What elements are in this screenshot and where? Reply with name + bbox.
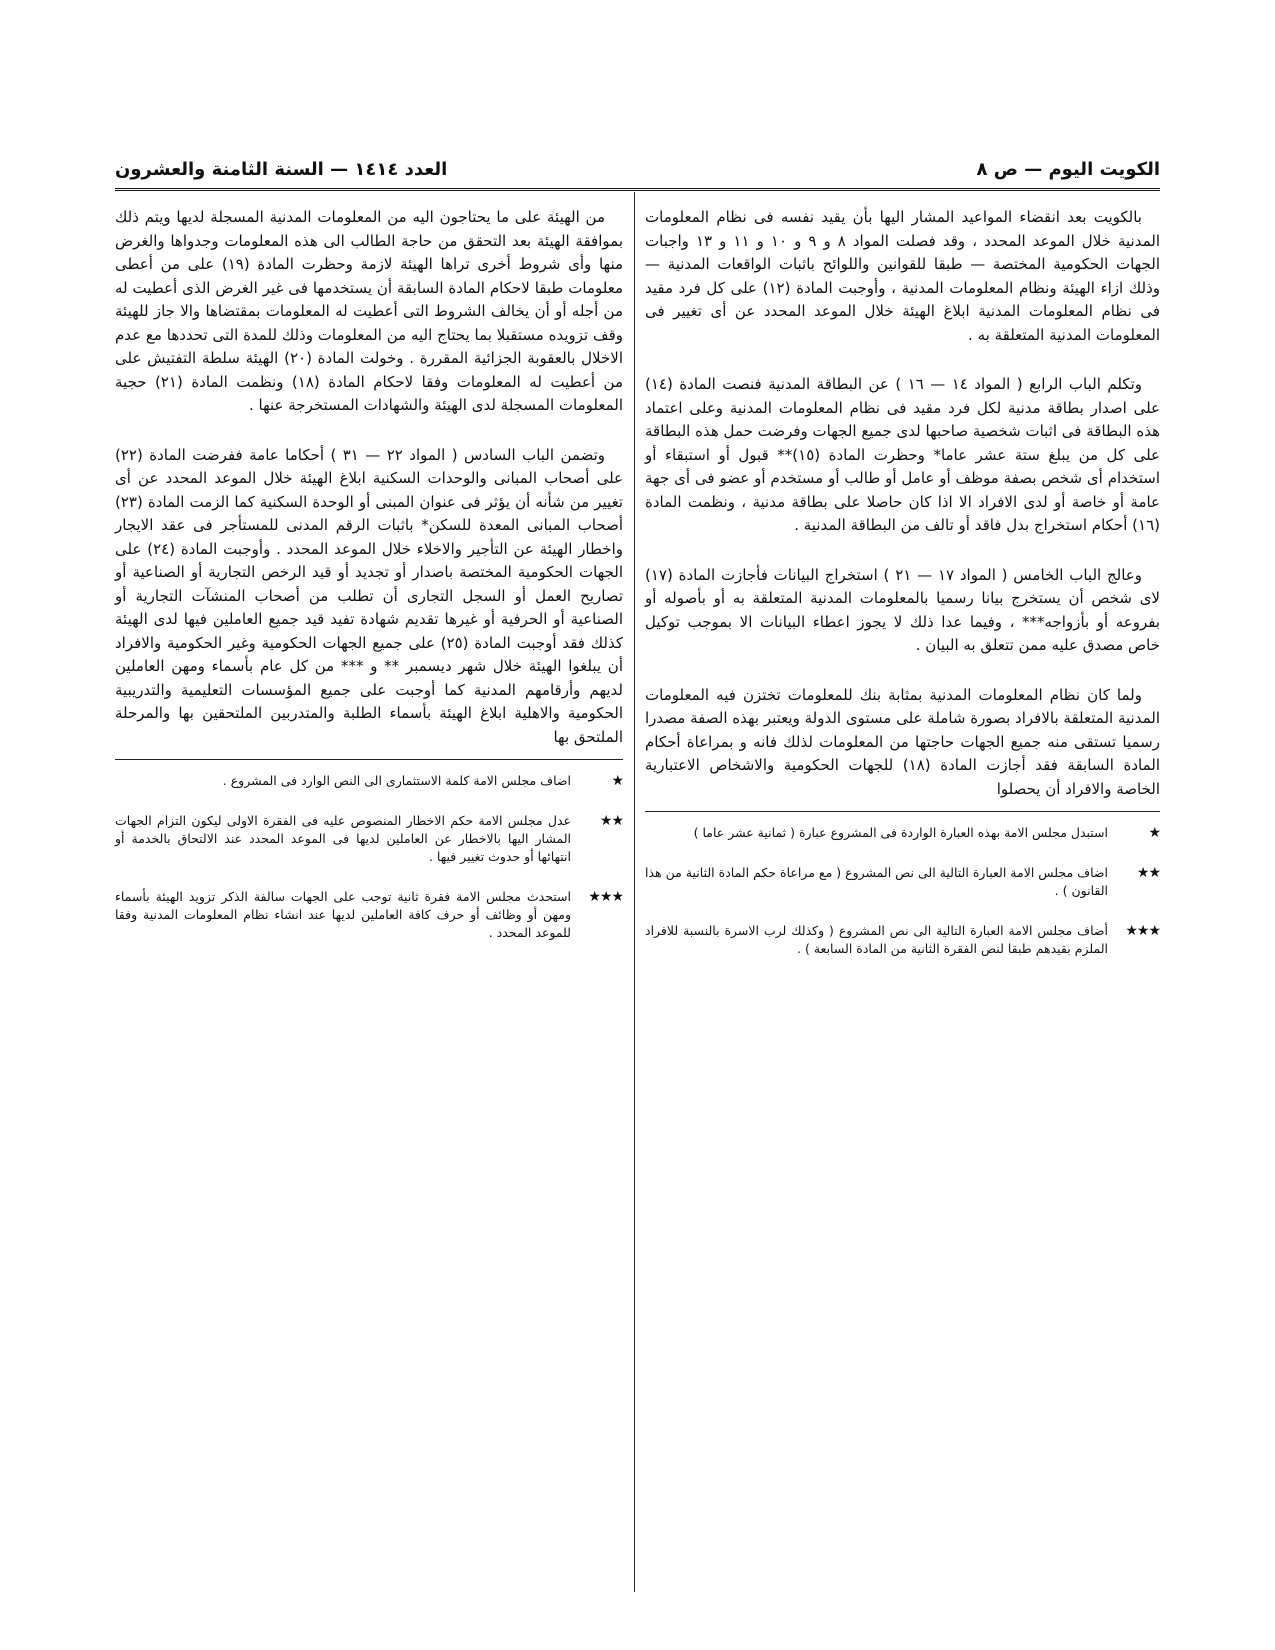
footnote-rule (645, 811, 1160, 812)
footnote (645, 922, 1160, 958)
header-rule (115, 188, 1160, 191)
body-paragraph: بالكويت بعد انقضاء المواعيد المشار اليها بأن يقيد نفسه فى نظام المعلومات المدنية خلال الموعد المحدد ، وقد فصلت المواد ٨ و ٩ و ١٠ و ١١ و ١٣ واجبات الجهات الحكومية المختصة — طبقا للقوانين واللوائح باثبات الواقعات المدنية — وذلك ازاء الهيئة ونظام المعلومات المدنية ، وأوجبت المادة (١٢) على كل فرد مقيد فى نظام المعلومات المدنية ابلاغ الهيئة خلال الموعد المحدد عن أى تغيير فى المعلومات المدنية المتعلقة به . (645, 208, 1161, 344)
body-paragraph: من الهيئة على ما يحتاجون اليه من المعلومات المدنية المسجلة لديها ويتم ذلك بموافقة الهيئة بعد التحقق من حاجة الطالب الى هذه المعلومات وجدواها والغرض منها وأى شروط أخرى تراها الهيئة لازمة وحظرت المادة (١٩) على من أعطى معلومات طبقا لاحكام المادة السابقة أن يستخدمها فى غير الغرض الذى أعطيت له من أجله أو أن يخالف الشروط التى أعطيت له المعلومات بمقتضاها والا جاز للهيئة وقف تزويده مستقبلا بما يحتاج اليه من المعلومات وذلك للمدة التى تحددها مع عدم الاخلال بالعقوبة الجزائية المقررة . وخولت المادة (٢٠) الهيئة سلطة التفتيش على من أعطيت له المعلومات وفقا لاحكام المادة (١٨) ونظمت المادة (٢١) حجية المعلومات المسجلة لدى الهيئة والشهادات المستخرجة عنها . (115, 208, 624, 414)
footnote-text: اضاف مجلس الامة كلمة الاستثمارى الى النص الوارد فى المشروع . (222, 773, 571, 788)
footnote (645, 864, 1160, 900)
footnote-rule (115, 759, 623, 760)
body-paragraph: وتكلم الباب الرابع ( المواد ١٤ — ١٦ ) عن البطاقة المدنية فنصت المادة (١٤) على اصدار بطاقة مدنية لكل فرد مقيد فى نظام المعلومات المدنية وعلى اعتماد هذه البطاقة فى اثبات شخصية صاحبها لدى جميع الجهات وفرضت حمل هذه البطاقة على كل من يبلغ ستة عشر عاما* وحظرت المادة (١٥)** قبول أو استبقاء أو استخدام أى شخص بصفة موظف أو عامل أو طالب أو مستخدم أو عضو فى أى جهة عامة أو خاصة أو لدى الافراد الا اذا كان حاصلا على بطاقة مدنية ، ونظمت المادة (١٦) أحكام استخراج بدل فاقد أو تالف من البطاقة المدنية . (645, 375, 1160, 534)
page-header (115, 152, 1160, 186)
footnote (645, 824, 1160, 842)
footnote-marker: ★★ (1136, 865, 1160, 881)
footnote-text: استبدل مجلس الامة بهذه العبارة الواردة فى المشروع عبارة ( ثمانية عشر عاما ) (693, 825, 1108, 840)
right-column (645, 206, 1160, 980)
column-divider (634, 192, 635, 1592)
footnote-text: استحدث مجلس الامة فقرة ثانية توجب على الجهات سالفة الذكر تزويد الهيئة بأسماء ومهن أو وظائف أو حرف كافة العاملين لديها عند انشاء نظام المعلومات المدنية وفقا للموعد المحدد . (115, 889, 571, 940)
body-paragraph: وتضمن الباب السادس ( المواد ٢٢ — ٣١ ) أحكاما عامة ففرضت المادة (٢٢) على أصحاب المبانى والوحدات السكنية ابلاغ الهيئة خلال الموعد المحدد عن أى تغيير من شأنه أن يؤثر فى عنوان المبنى أو الوحدة السكنية كما الزمت المادة (٢٣) أصحاب المبانى المعدة للسكن* باثبات الرقم المدنى للمستأجر فى عقد الايجار واخطار الهيئة عن التأجير والاخلاء خلال الموعد المحدد . وأوجبت المادة (٢٤) على الجهات الحكومية المختصة باصدار أو تجديد أو قيد الرخص التجارية أو الصناعية أو تصاريح العمل أو السجل التجارى أن تطلب من أصحاب المنشآت التجارية أو الصناعية أو الحرفية أو غيرها تقديم شهادة تفيد قيد جميع العاملين فيها لدى الهيئة كذلك فقد أوجبت المادة (٢٥) على جميع الجهات الحكومية وغير الحكومية والافراد أن يبلغوا الهيئة خلال شهر ديسمبر ** و *** من كل عام بأسماء ومهن العاملين لديهم وأرقامهم المدنية كما أوجبت على جميع المؤسسات التعليمية والتدريبية الحكومية والاهلية ابلاغ الهيئة بأسماء الطلبة والمتدربين الملتحقين بها والمرحلة الملتحق بها (115, 445, 623, 746)
footnote-text: أضاف مجلس الامة العبارة التالية الى نص المشروع ( وكذلك لرب الاسرة بالنسبة للافراد الملزم بقيدهم طبقا لنص الفقرة الثانية من المادة السابعة ) . (645, 923, 1108, 956)
footnote-marker: ★★ (599, 813, 623, 829)
footnote (115, 888, 623, 942)
body-paragraph: وعالج الباب الخامس ( المواد ١٧ — ٢١ ) استخراج البيانات فأجازت المادة (١٧) لاى شخص أن يستخرج بيانا رسميا بالمعلومات المدنية المتعلقة به أو بأصوله أو بفروعه أو بأزواجه*** ، وفيما عدا ذلك لا يجوز اعطاء البيانات الا بموجب توكيل خاص مصدق عليه ممن تتعلق به البيان . (645, 565, 1160, 654)
header-issue-year: العدد ١٤١٤ — السنة الثامنة والعشرون (115, 158, 448, 180)
header-publication-page: الكويت اليوم — ص ٨ (976, 158, 1160, 180)
footnote-marker: ★★★ (1125, 923, 1160, 939)
body-paragraph: ولما كان نظام المعلومات المدنية بمثابة بنك للمعلومات تختزن فيه المعلومات المدنية المتعلقة بالافراد بصورة شاملة على مستوى الدولة ويعتبر بهذه الصفة مصدرا رسميا تستقى منه جميع الجهات حاجتها من المعلومات لذلك فانه و بمراعاة أحكام المادة السابقة فقد أجازت المادة (١٨) للجهات الحكومية والاشخاص الاعتبارية الخاصة والافراد أن يحصلوا (645, 685, 1161, 798)
footnote (115, 772, 623, 790)
footnote-marker: ★ (611, 773, 623, 789)
footnote-text: اضاف مجلس الامة العبارة التالية الى نص المشروع ( مع مراعاة حكم المادة الثانية من هذا القانون ) . (645, 865, 1108, 898)
left-column (115, 206, 623, 964)
footnote-marker: ★★★ (588, 889, 623, 905)
footnote-marker: ★ (1148, 825, 1160, 841)
footnote (115, 812, 623, 866)
footnote-text: عدل مجلس الامة حكم الاخطار المنصوص عليه فى الفقرة الاولى ليكون التزام الجهات المشار اليها بالاخطار عن العاملين لديها فى الموعد المحدد عند الالتحاق بالخدمة أو انتهائها أو حدوث تغيير فيها . (115, 813, 571, 864)
